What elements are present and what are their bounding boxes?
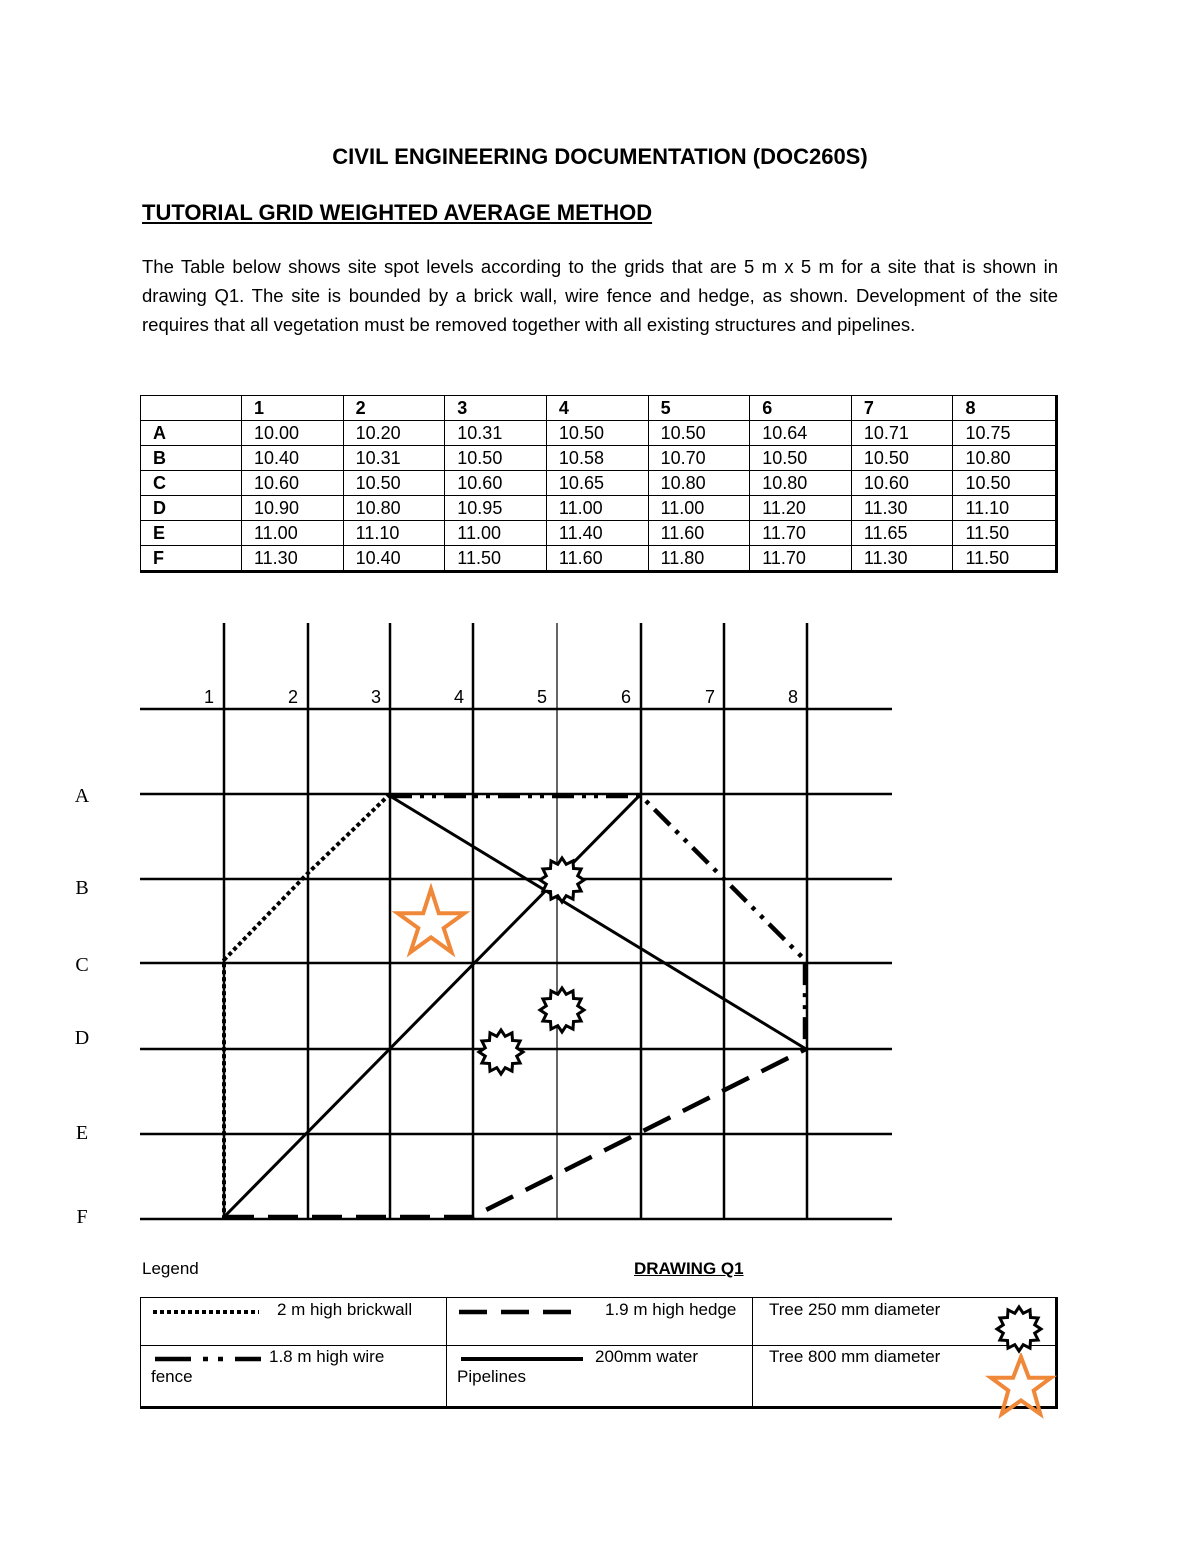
column-header: 4 — [546, 396, 648, 421]
column-header: 5 — [648, 396, 750, 421]
row-header: F — [141, 546, 242, 572]
column-header: 2 — [343, 396, 445, 421]
table-cell: 10.50 — [343, 471, 445, 496]
table-cell: 11.50 — [953, 521, 1057, 546]
grid-row-label: E — [75, 1122, 89, 1144]
table-cell: 11.20 — [750, 496, 852, 521]
table-row — [141, 446, 1057, 471]
brickwall-line-icon — [151, 1302, 261, 1322]
column-header: 3 — [445, 396, 547, 421]
grid-row-label: D — [74, 1027, 90, 1049]
grid-horizontal-lines — [140, 709, 892, 1219]
table-cell: 11.65 — [851, 521, 953, 546]
grid-row-label: F — [76, 1206, 88, 1228]
table-cell: 10.31 — [445, 421, 547, 446]
table-row — [141, 421, 1057, 446]
table-cell: 10.80 — [953, 446, 1057, 471]
wire-fence-label-line2: fence — [151, 1367, 193, 1386]
table-cell: 11.60 — [648, 521, 750, 546]
table-cell: 11.70 — [750, 521, 852, 546]
grid-column-label: 6 — [620, 687, 631, 707]
row-header: D — [141, 496, 242, 521]
table-cell: 10.80 — [750, 471, 852, 496]
wire-fence-label-line1: 1.8 m high wire — [269, 1347, 385, 1366]
grid-row-label: C — [75, 954, 89, 976]
table-cell: 10.50 — [648, 421, 750, 446]
pipeline-label-line1: 200mm water — [595, 1347, 698, 1366]
tree-250mm-icon — [479, 1030, 523, 1074]
column-header: 6 — [750, 396, 852, 421]
hedge-line-icon — [457, 1302, 587, 1322]
grid-column-label: 8 — [787, 687, 798, 707]
legend-wire-fence — [151, 1347, 441, 1407]
tree-small-label: Tree 250 mm diameter — [769, 1300, 941, 1319]
table-cell: 11.00 — [546, 496, 648, 521]
tree-800mm-star-icon — [398, 889, 465, 952]
table-cell: 11.70 — [750, 546, 852, 572]
table-cell: 10.60 — [242, 471, 344, 496]
column-header: 7 — [851, 396, 953, 421]
table-cell: 11.00 — [648, 496, 750, 521]
table-header-row — [141, 396, 1057, 421]
column-header: 1 — [242, 396, 344, 421]
table-cell: 11.00 — [445, 521, 547, 546]
grid-column-label: 2 — [287, 687, 298, 707]
table-cell: 10.20 — [343, 421, 445, 446]
drawing-caption: DRAWING Q1 — [634, 1259, 744, 1278]
table-cell: 10.90 — [242, 496, 344, 521]
table-cell: 10.70 — [648, 446, 750, 471]
table-cell: 10.00 — [242, 421, 344, 446]
legend-tree-small — [763, 1299, 1053, 1343]
tutorial-subtitle: TUTORIAL GRID WEIGHTED AVERAGE METHOD — [142, 200, 653, 225]
tree-large-label: Tree 800 mm diameter — [769, 1347, 941, 1366]
pipeline-label-line2: Pipelines — [457, 1367, 526, 1386]
table-cell: 10.80 — [343, 496, 445, 521]
table-cell: 10.95 — [445, 496, 547, 521]
grid-column-label: 3 — [370, 687, 381, 707]
table-cell: 10.64 — [750, 421, 852, 446]
table-cell: 10.65 — [546, 471, 648, 496]
table-cell: 10.40 — [242, 446, 344, 471]
column-header: 8 — [953, 396, 1057, 421]
table-cell: 10.50 — [750, 446, 852, 471]
legend-tree-large — [763, 1347, 1053, 1407]
table-row — [141, 546, 1057, 572]
row-header: B — [141, 446, 242, 471]
table-row — [141, 496, 1057, 521]
spot-levels-table — [140, 395, 1058, 573]
site-drawing — [0, 600, 1200, 1240]
grid-column-label: 7 — [704, 687, 715, 707]
legend-brickwall — [151, 1299, 441, 1343]
tree-800mm-star-icon — [983, 1353, 1059, 1419]
pipeline-line-icon — [457, 1349, 587, 1369]
legend-water-pipeline — [457, 1347, 747, 1407]
table-cell: 11.30 — [851, 546, 953, 572]
tree-250mm-icon — [540, 988, 584, 1032]
row-header: C — [141, 471, 242, 496]
brickwall-label: 2 m high brickwall — [277, 1300, 413, 1319]
table-cell: 11.30 — [242, 546, 344, 572]
table-cell: 11.80 — [648, 546, 750, 572]
tree-250mm-icon — [540, 858, 584, 902]
table-cell: 11.50 — [445, 546, 547, 572]
table-cell: 11.50 — [953, 546, 1057, 572]
table-cell: 10.71 — [851, 421, 953, 446]
table-cell: 10.50 — [445, 446, 547, 471]
water-pipelines — [224, 794, 806, 1217]
legend-hedge — [457, 1299, 747, 1343]
grid-column-label: 1 — [203, 687, 214, 707]
wire-fence-line-icon — [151, 1349, 263, 1369]
legend-divider — [446, 1298, 447, 1406]
row-header: E — [141, 521, 242, 546]
grid-row-label: B — [75, 877, 89, 899]
table-cell: 10.80 — [648, 471, 750, 496]
intro-paragraph: The Table below shows site spot levels according to the grids that are 5 m x 5 m for a site that is shown in drawing Q1. The site is bounded by a brick wall, wire fence and hedge, as shown. Development of the site requires that all vegetation must be removed together with all existing structures and pipelines. — [142, 256, 1058, 335]
table-cell: 11.40 — [546, 521, 648, 546]
table-cell: 10.40 — [343, 546, 445, 572]
table-cell: 11.30 — [851, 496, 953, 521]
table-cell: 10.31 — [343, 446, 445, 471]
table-cell: 11.10 — [953, 496, 1057, 521]
row-header: A — [141, 421, 242, 446]
grid-column-label: 4 — [453, 687, 464, 707]
table-cell: 10.50 — [546, 421, 648, 446]
table-cell: 10.50 — [851, 446, 953, 471]
table-cell: 10.50 — [953, 471, 1057, 496]
hedge-label: 1.9 m high hedge — [605, 1300, 737, 1319]
table-corner-cell — [141, 396, 242, 421]
legend-divider — [752, 1298, 753, 1406]
table-cell: 11.00 — [242, 521, 344, 546]
table-cell: 10.75 — [953, 421, 1057, 446]
table-cell: 10.60 — [445, 471, 547, 496]
document-title: CIVIL ENGINEERING DOCUMENTATION (DOC260S) — [332, 144, 868, 169]
table-cell: 10.58 — [546, 446, 648, 471]
legend-divider — [141, 1345, 1055, 1346]
grid-column-label: 5 — [536, 687, 547, 707]
table-cell: 10.60 — [851, 471, 953, 496]
legend-box — [140, 1297, 1058, 1409]
table-row — [141, 471, 1057, 496]
table-cell: 11.60 — [546, 546, 648, 572]
table-cell: 11.10 — [343, 521, 445, 546]
legend-label: Legend — [142, 1259, 199, 1278]
grid-row-label: A — [74, 785, 90, 807]
table-row — [141, 521, 1057, 546]
